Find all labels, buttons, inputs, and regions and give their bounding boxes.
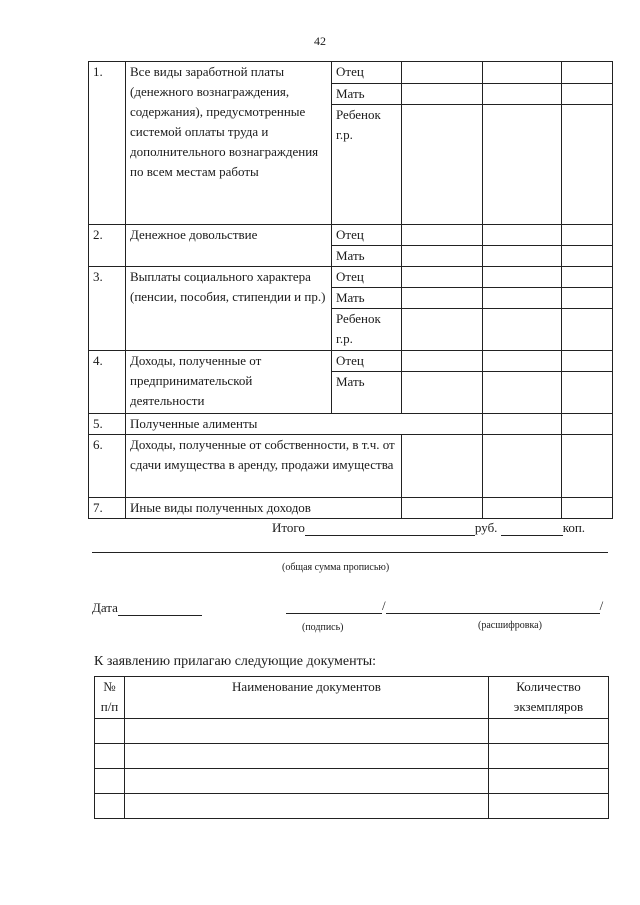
amount-cell[interactable] xyxy=(562,225,613,246)
person-label: Отец xyxy=(332,225,402,246)
income-description: Иные виды полученных доходов xyxy=(126,498,402,519)
person-label: Мать xyxy=(332,288,402,309)
table-row xyxy=(89,435,613,498)
total-kop-field[interactable] xyxy=(501,521,563,536)
table-row xyxy=(89,414,613,435)
row-number: 5. xyxy=(89,414,126,435)
person-label: Отец xyxy=(332,267,402,288)
date-line xyxy=(92,600,202,616)
income-table xyxy=(88,61,613,519)
doc-qty-cell[interactable] xyxy=(489,719,609,744)
income-description: Полученные алименты xyxy=(126,414,483,435)
signature-field[interactable] xyxy=(286,599,382,614)
total-caption: (общая сумма прописью) xyxy=(282,562,390,573)
table-row xyxy=(95,719,609,744)
amount-cell[interactable] xyxy=(483,225,562,246)
income-description: Доходы, полученные от предпринимательской деятельности xyxy=(126,351,332,414)
amount-cell[interactable] xyxy=(483,84,562,105)
amount-cell[interactable] xyxy=(402,84,483,105)
table-row xyxy=(89,225,613,246)
amount-cell[interactable] xyxy=(483,414,562,435)
amount-cell[interactable] xyxy=(562,351,613,372)
doc-num-cell[interactable] xyxy=(95,769,125,794)
rub-label: руб. xyxy=(474,520,498,535)
amount-cell[interactable] xyxy=(402,498,483,519)
income-description: Денежное довольствие xyxy=(126,225,332,267)
row-number: 4. xyxy=(89,351,126,414)
row-number: 7. xyxy=(89,498,126,519)
doc-num-cell[interactable] xyxy=(95,794,125,819)
decoding-slash: / xyxy=(599,598,604,613)
income-description: Выплаты социального характера (пенсии, пособия, стипендии и пр.) xyxy=(126,267,332,351)
total-words-line[interactable] xyxy=(92,552,608,553)
doc-name-cell[interactable] xyxy=(125,744,489,769)
amount-cell[interactable] xyxy=(562,372,613,414)
doc-num-cell[interactable] xyxy=(95,719,125,744)
doc-name-cell[interactable] xyxy=(125,769,489,794)
amount-cell[interactable] xyxy=(562,84,613,105)
amount-cell[interactable] xyxy=(402,225,483,246)
signature-caption: (подпись) xyxy=(302,622,344,633)
amount-cell[interactable] xyxy=(402,372,483,414)
amount-cell[interactable] xyxy=(483,105,562,225)
table-row xyxy=(89,267,613,288)
date-field[interactable] xyxy=(118,601,202,616)
person-label: Ребенок г.р. xyxy=(332,105,402,225)
amount-cell[interactable] xyxy=(483,435,562,498)
amount-cell[interactable] xyxy=(562,414,613,435)
amount-cell[interactable] xyxy=(483,288,562,309)
amount-cell[interactable] xyxy=(402,309,483,351)
amount-cell[interactable] xyxy=(402,246,483,267)
amount-cell[interactable] xyxy=(402,62,483,84)
signature-line xyxy=(286,598,603,614)
amount-cell[interactable] xyxy=(562,105,613,225)
amount-cell[interactable] xyxy=(562,309,613,351)
table-row xyxy=(89,351,613,372)
row-number: 6. xyxy=(89,435,126,498)
person-label: Мать xyxy=(332,84,402,105)
amount-cell[interactable] xyxy=(562,62,613,84)
amount-cell[interactable] xyxy=(402,435,483,498)
doc-qty-cell[interactable] xyxy=(489,744,609,769)
amount-cell[interactable] xyxy=(402,267,483,288)
amount-cell[interactable] xyxy=(562,267,613,288)
table-row xyxy=(95,794,609,819)
total-label: Итого xyxy=(272,520,305,535)
income-description: Доходы, полученные от собственности, в т.ч. от сдачи имущества в аренду, продажи имущества xyxy=(126,435,402,498)
row-number: 3. xyxy=(89,267,126,351)
person-label: Мать xyxy=(332,246,402,267)
attach-heading: К заявлению прилагаю следующие документы: xyxy=(94,654,377,669)
person-label: Ребенок г.р. xyxy=(332,309,402,351)
total-rub-field[interactable] xyxy=(305,521,475,536)
doc-qty-cell[interactable] xyxy=(489,794,609,819)
table-row xyxy=(95,769,609,794)
header-num: № п/п xyxy=(95,677,125,719)
row-number: 1. xyxy=(89,62,126,225)
amount-cell[interactable] xyxy=(562,498,613,519)
person-label: Мать xyxy=(332,372,402,414)
income-description: Все виды заработной платы (денежного вознаграждения, содержания), предусмотренные системой оплаты труда и дополнительного вознаграждения по всем местам работы xyxy=(126,62,332,225)
page-number: 42 xyxy=(314,34,326,48)
amount-cell[interactable] xyxy=(402,351,483,372)
header-qty: Количество экземпляров xyxy=(489,677,609,719)
signature-slash: / xyxy=(382,598,386,613)
amount-cell[interactable] xyxy=(483,267,562,288)
person-label: Отец xyxy=(332,351,402,372)
amount-cell[interactable] xyxy=(483,309,562,351)
date-label: Дата xyxy=(92,600,118,615)
documents-table xyxy=(94,676,609,819)
table-row xyxy=(95,744,609,769)
total-line xyxy=(272,520,585,536)
amount-cell[interactable] xyxy=(483,62,562,84)
decoding-field[interactable] xyxy=(386,599,600,614)
amount-cell[interactable] xyxy=(483,372,562,414)
amount-cell[interactable] xyxy=(483,246,562,267)
decoding-caption: (расшифровка) xyxy=(478,620,542,631)
row-number: 2. xyxy=(89,225,126,267)
header-name: Наименование документов xyxy=(125,677,489,719)
amount-cell[interactable] xyxy=(402,288,483,309)
person-label: Отец xyxy=(332,62,402,84)
amount-cell[interactable] xyxy=(562,288,613,309)
table-row xyxy=(89,62,613,84)
doc-qty-cell[interactable] xyxy=(489,769,609,794)
doc-name-cell[interactable] xyxy=(125,794,489,819)
amount-cell[interactable] xyxy=(402,105,483,225)
kop-label: коп. xyxy=(562,520,586,535)
amount-cell[interactable] xyxy=(483,351,562,372)
doc-num-cell[interactable] xyxy=(95,744,125,769)
table-row xyxy=(89,498,613,519)
amount-cell[interactable] xyxy=(562,435,613,498)
table-header-row xyxy=(95,677,609,719)
amount-cell[interactable] xyxy=(483,498,562,519)
amount-cell[interactable] xyxy=(562,246,613,267)
doc-name-cell[interactable] xyxy=(125,719,489,744)
